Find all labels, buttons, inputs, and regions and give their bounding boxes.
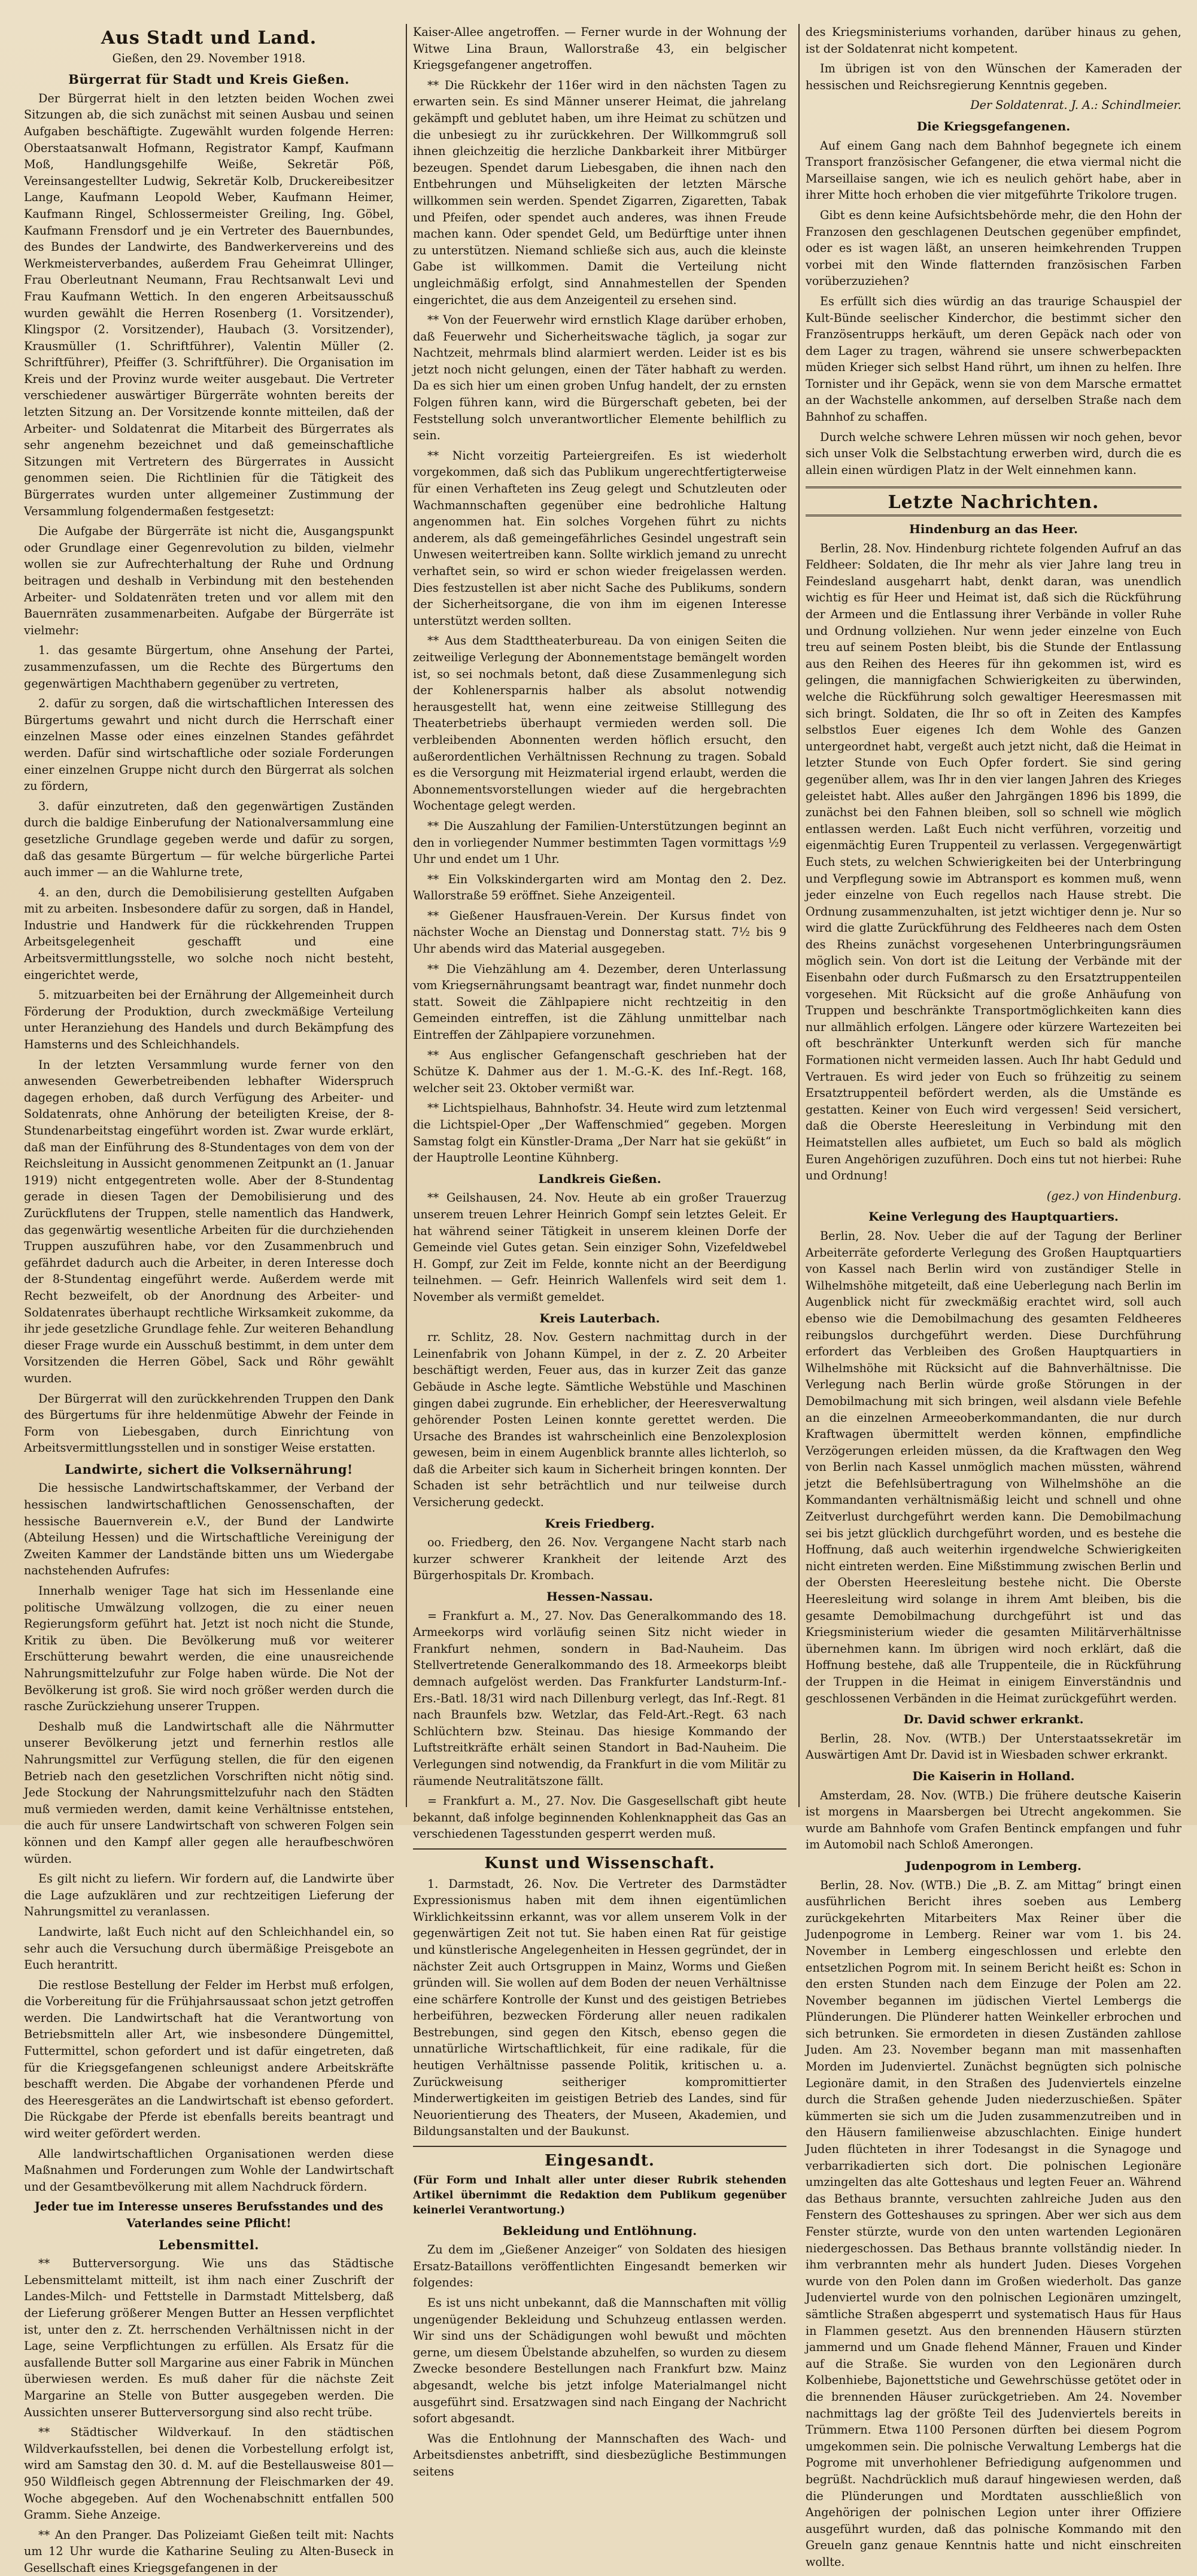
article-paragraph: Was die Entlohnung der Mannschaften des Wach- und Arbeitsdienstes anbetrifft, sind diesbezügliche Bestimmungen seitens xyxy=(413,2431,786,2478)
headline-friedberg: Kreis Friedberg. xyxy=(545,1516,655,1531)
headline-hauptquartier: Keine Verlegung des Hauptquartiers. xyxy=(868,1209,1119,1224)
article-paragraph: ** Die Viehzählung am 4. Dezember, deren Unterlassung vom Kriegsernährungsamt beantragt war, findet nunmehr doch statt. Soweit die Zählpapiere nicht rechtzeitig in den Gemeinden eintreffen, ist die Zählung unmittelbar nach Eintreffen der Zählpapiere vorzunehmen. xyxy=(413,962,786,1042)
article-paragraph: rr. Schlitz, 28. Nov. Gestern nachmittag durch in der Leinenfabrik von Johann Kümpel, in der z. Z. 20 Arbeiter beschäftigt werden, Feuer aus, das in kurzer Zeit das ganze Gebäude in Asche legte. Sämtliche Webstühle und Maschinen gingen dabei zugrunde. Ein erheblicher, der Heeresverwaltung gehörender Posten Leinen konnte gerettet werden. Die Ursache des Brandes ist wahrscheinlich eine Benzolexplosion gewesen, beim in einem Augenblick brannte alles lichterloh, so daß die Arbeiter sich kaum in Sicherheit bringen konnten. Der Schaden ist sehr beträchtlich und nur teilweise durch Versicherung gedeckt. xyxy=(413,1330,786,1510)
article-paragraph: ** Butterversorgung. Wie uns das Städtische Lebensmittelamt mitteilt, ist ihm nach einer Zuschrift der Landes-Milch- und Fettstelle in Darmstadt Mittelsberg, daß der Lieferung größerer Mengen Butter an Hessen verpflichtet ist, unter den z. Zt. herrschenden Verhältnissen nicht in der Lage, seine Verpflichtungen zu erfüllen. Als Ersatz für die ausfallende Butter soll Margarine aus einer Fabrik in München überwiesen werden. Es muß daher für die nächste Zeit Margarine an Stelle von Butter ausgegeben werden. Die Aussichten unserer Butterversorgung sind also recht trübe. xyxy=(24,2256,394,2419)
signature: (gez.) von Hindenburg. xyxy=(1046,1188,1181,1203)
article-paragraph: Es gilt nicht zu liefern. Wir fordern auf, die Landwirte über die Lage aufzuklären und zur rechtzeitigen Lieferung der Nahrungsmittel zu veranlassen. xyxy=(24,1872,394,1919)
headline-david: Dr. David schwer erkrankt. xyxy=(903,1712,1084,1727)
article-paragraph: Der Bürgerrat hielt in den letzten beiden Wochen zwei Sitzungen ab, die sich zunächst mit seinen Ausbau und seinen Aufgaben beschäftigte. Zugewählt wurden folgende Herren: Oberstaatsanwalt Hofmann, Registrator Kampf, Kaufmann Moß, Handlungsgehilfe Weiße, Sekretär Pöß, Vereinsangestellter Ludwig, Sekretär Kolb, Druckereibesitzer Lange, Kaufmann Leopold Weber, Kaufmann Heimer, Kaufmann Ringel, Schlossermeister Greiling, Ing. Göbel, Kaufmann Frensdorf und je ein Vertreter des Bauernbundes, des Bundes der Landwirte, des Bandwerkervereins und des Werkmeisterverbandes, außerdem Frau Geheimrat Ullinger, Frau Oberleutnant Neumann, Frau Rechtsanwalt Levi und Frau Kaufmann Wettich. In den engeren Arbeitsausschuß wurden gewählt die Herren Rosenberg (1. Vorsitzender), Klingspor (2. Vorsitzender), Haubach (3. Vorsitzender), Krausmüller (1. Schriftführer), Valentin Müller (2. Schriftführer), Pfeiffer (3. Schriftführer). Die Organisation im Kreis und der Provinz wurde weiter ausgebaut. Die Vertreter verschiedener auswärtiger Bürgerräte wohnten bereits der letzten Sitzung an. Der Vorsitzende konnte mitteilen, daß der Arbeiter- und Soldatenrat die Mitarbeit des Bürgerrates als sehr angenehm bezeichnet und daß gemeinschaftliche Sitzungen mit Vertretern des Bürgerrates in Aussicht genommen seien. Die Richtlinien für die Tätigkeit des Bürgerrates wurden unter allgemeiner Zustimmung der Versammlung folgendermaßen festgesetzt: xyxy=(24,91,394,518)
column-2 xyxy=(406,24,792,2478)
article-paragraph: 5. mitzuarbeiten bei der Ernährung der Allgemeinheit durch Förderung der Produktion, durch zweckmäßige Verteilung unter Heranziehung des Handels und durch Bekämpfung des Hamsterns und des Schleichhandels. xyxy=(24,988,394,1052)
headline-kunst: Kunst und Wissenschaft. xyxy=(484,1854,715,1872)
headline-letzte-nachrichten: Letzte Nachrichten. xyxy=(888,492,1099,513)
article-paragraph: Auf einem Gang nach dem Bahnhof begegnete ich einem Transport französischer Gefangener, die etwa viermal nicht die Marseillaise sangen, wie ich es neulich gehört habe, aber in ihrer Mitte hoch erhoben die vier mitgeführte Trikolore trugen. xyxy=(806,138,1181,202)
article-paragraph: In der letzten Versammlung wurde ferner von den anwesenden Gewerbetreibenden lebhafter Widerspruch dagegen erhoben, daß durch Verfügung des Arbeiter- und Soldatenrats, ohne Anhörung der beteiligten Kreise, der 8-Stundenarbeitstag eingeführt worden ist. Zwar wurde erklärt, daß man der Einführung des 8-Stundentages von dem von der Reichsleitung in Aussicht genommenen Zeitpunkt an (1. Januar 1919) nicht entgegentreten wolle. Aber der 8-Stundentag gerade in diesen Tagen der Demobilisierung und des Zurückflutens der Truppen, stelle namentlich das Handwerk, das gegenwärtig wesentliche Arbeiten für die durchziehenden Truppen auszuführen habe, vor den Zusammenbruch und gefährdet dadurch auch die Arbeiter, in deren Interesse doch der 8-Stundentag eingeführt werde. Außerdem werde mit Recht bezweifelt, ob der Anordnung des Arbeiter- und Soldatenrates überhaupt rechtliche Wirksamkeit zukomme, da ihr jede gesetzliche Grundlage fehle. Zur weiteren Behandlung dieser Frage wurde ein Ausschuß bestimmt, in dem unter dem Vorsitzenden die Herren Göbel, Sack und Röhr gewählt wurden. xyxy=(24,1057,394,1385)
headline-hessen-nassau: Hessen-Nassau. xyxy=(546,1589,653,1604)
article-paragraph: ** Nicht vorzeitig Parteiergreifen. Es ist wiederholt vorgekommen, daß sich das Publikum ungerechtfertigterweise für einen Verhafteten ins Zeug gelegt und Schutzleuten oder Wachmannschaften gegenüber eine bedrohliche Haltung angenommen hat. Ein solches Vorgehen führt zu nichts anderem, als daß gemeingefährliches Gesindel ungestraft sein Unwesen weitertreiben kann. Sollte wirklich jemand zu unrecht verhaftet sein, so wird er schon wieder freigelassen werden. Dies festzustellen ist aber nicht Sache des Publikums, sondern der Sicherheitsorgane, die von ihm im eigenen Interesse unterstützt werden sollten. xyxy=(413,448,786,628)
column-3 xyxy=(798,24,1187,2569)
article-paragraph: ** Gießener Hausfrauen-Verein. Der Kursus findet von nächster Woche an Dienstag und Donnerstag statt. 7½ bis 9 Uhr abends wird das Material ausgegeben. xyxy=(413,908,786,956)
article-paragraph: ** Die Auszahlung der Familien-Unterstützungen beginnt an den in vorliegender Nummer bestimmten Tagen vormittags ½9 Uhr und endet um 1 Uhr. xyxy=(413,819,786,866)
article-paragraph: ** Lichtspielhaus, Bahnhofstr. 34. Heute wird zum letztenmal die Lichtspiel-Oper „Der Waffenschmied“ gegeben. Morgen Samstag folgt ein Künstler-Drama „Der Narr hat sie geküßt“ in der Hauptrolle Leontine Kühnberg. xyxy=(413,1101,786,1165)
headline-lauterbach: Kreis Lauterbach. xyxy=(539,1310,660,1325)
article-paragraph: 4. an den, durch die Demobilisierung gestellten Aufgaben mit zu arbeiten. Insbesondere dafür zu sorgen, daß in Handel, Industrie und Handwerk für die rückkehrenden Truppen Arbeitsgelegenheit geschafft und eine Arbeitsvermittlungsstelle, wo solche noch nicht besteht, eingerichtet werde, xyxy=(24,885,394,982)
article-paragraph: Berlin, 28. Nov. Ueber die auf der Tagung der Berliner Arbeiterräte geforderte Verlegung des Großen Hauptquartiers von Kassel nach Berlin wird von zuständiger Stelle in Wilhelmshöhe mitgeteilt, daß eine Ueberlegung nach Berlin im Augenblick nicht für zweckmäßig erachtet wird, soll auch ebenso wie die Demobilmachung des gesamten Feldheeres reibungslos durchgeführt werden. Diese Durchführung erfordert das Verbleiben des Großen Hauptquartiers in Wilhelmshöhe mit Rücksicht auf die Bahnverhältnisse. Die Verlegung nach Berlin würde große Störungen in der Demobilmachung mit sich bringen, weil alsdann viele Befehle an die einzelnen Armeeoberkommandanten, die nur durch Kraftwagen übermittelt werden können, empfindliche Verzögerungen erleiden müssen, da die Kraftwagen den Weg von Berlin nach Kassel unmöglich machen müssten, während jetzt die Befehlsübertragung von Wilhelmshöhe an die Kommandanten verhältnismäßig leicht und schnell und ohne Zeitverlust durchgeführt werden kann. Die Demobilmachung sei bis jetzt glücklich durchgeführt worden, und es bestehe die Hoffnung, daß auch weiterhin irgendwelche Schwierigkeiten nicht eintreten werden. Eine Mißstimmung zwischen Berlin und der Obersten Heeresleitung bestehe nicht. Die Oberste Heeresleitung wird solange in ihrem Amt bleiben, bis die gesamte Demobilmachung durchgeführt ist und das Kriegsministerium wieder die gesamten Militärverhältnisse übernehmen kann. Im übrigen wird noch erklärt, daß die Hoffnung bestehe, daß alle Truppenteile, die in Rückführung der Truppen in die Heimat in einigem Einverständnis und geschlossenen Verbänden in die Heimat zurückgeführt werden. xyxy=(806,1228,1181,1705)
article-paragraph: Im übrigen ist von den Wünschen der Kameraden der hessischen und Reichsregierung Kenntnis gegeben. xyxy=(806,62,1181,92)
latest-news-box xyxy=(806,486,1181,516)
article-paragraph: = Frankfurt a. M., 27. Nov. Das Generalkommando des 18. Armeekorps wird vorläufig seinen Sitz nicht wieder in Frankfurt nehmen, sondern in Bad-Nauheim. Das Stellvertretende Generalkommando des 18. Armeekorps bleibt demnach aufgelöst werden. Das Frankfurter Landsturm-Inf.-Ers.-Batl. 18/31 wird nach Dillenburg verlegt, das Inf.-Regt. 81 nach Braunfels bzw. Wetzlar, das Feld-Art.-Regt. 63 nach Schlüchtern bzw. Steinau. Das hiesige Kommando der Luftstreitkräfte erhält seinen Standort in Bad-Nauheim. Die Verlegungen sind notwendig, da Frankfurt in die vom Militär zu räumende Neutralitätszone fällt. xyxy=(413,1608,786,1788)
article-paragraph: 1. Darmstadt, 26. Nov. Die Vertreter des Darmstädter Expressionismus haben mit dem ihnen eigentümlichen Wirklichkeitssinn erkannt, was vor allem unserem Volk in der gegenwärtigen Zeit not tut. Sie haben einen Rat für geistige und künstlerische Angelegenheiten in Hessen gegründet, der in nächster Zeit auch Ortsgruppen in Mainz, Worms und Gießen gründen will. Sie wollen auf dem Boden der neuen Verhältnisse eine schärfere Kontrolle der Kunst und des geistigen Betriebes herbeiführen, bezwecken Förderung aller neuen radikalen Bestrebungen, sind gegen den Kitsch, ebenso gegen die unnatürliche Wirtschaftlichkeit, für eine radikale, für die heutigen Verhältnisse passende Politik, kritischen u. a. Zurückweisung seitheriger kompromittierter Minderwertigkeiten im geistigen Betrieb des Landes, sind für Neuorientierung des Theaters, der Museen, Akademien, und Bildungsanstalten und der Baukunst. xyxy=(413,1877,786,2139)
article-paragraph: Die Aufgabe der Bürgerräte ist nicht die, Ausgangspunkt oder Grundlage einer Gegenrevolution zu bilden, vielmehr wollen sie zur Aufrechterhaltung der Ruhe und Ordnung beitragen und deshalb in Verbindung mit den bestehenden Arbeiter- und Soldatenräten treten und vor allem mit den Bauernräten zusammenarbeiten. Aufgabe der Bürgerräte ist vielmehr: xyxy=(24,524,394,637)
article-paragraph: Berlin, 28. Nov. (WTB.) Die „B. Z. am Mittag“ bringt einen ausführlichen Bericht ihres soeben aus Lemberg zurückgekehrten Mitarbeiters Max Reiner über die Judenpogrome in Lemberg. Reiner war vom 1. bis 24. November in Lemberg eingeschlossen und erlebte den entsetzlichen Pogrom mit. In seinem Bericht heißt es: Schon in den ersten Stunden nach dem Einzuge der Polen am 22. November begannen im jüdischen Viertel Lembergs die Plünderungen. Die Plünderer hatten Weinkeller erbrochen und sich betrunken. Sie ermordeten in diesen Zuständen zahllose Juden. Am 23. November begann man mit massenhaften Morden im Judenviertel. Zunächst begnügten sich polnische Legionäre damit, in den Straßen des Judenviertels einzelne durch die Straßen gehende Juden niederzuschießen. Später kümmerten sie sich um die Juden zusammenzutreiben und in den Häusern familienweise abzuschlachten. Einige hundert Juden flüchteten in ihrer Todesangst in die Synagoge und verbarrikadierten sich dort. Die polnischen Legionäre umzingelten das alte Gotteshaus und legten Feuer an. Während das Bethaus brannte, versuchten zahlreiche Juden aus den Fenstern des Gotteshauses zu springen. Aber wer sich aus dem Fenster stürzte, wurde von den unten wartenden Legionären niedergeschossen. Das Bethaus brannte vollständig nieder. In ihm verbrannten mehr als hundert Juden. Dieses Vorgehen wurde von den Polen dann im Großen wiederholt. Das ganze Judenviertel wurde von den polnischen Legionären umzingelt, sämtliche Straßen abgesperrt und systematisch Haus für Haus in Flammen gesetzt. Aus den brennenden Häusern stürzten jammernd und um Gnade flehend Männer, Frauen und Kinder auf die Straße. Sie wurden von den Legionären durch Kolbenhiebe, Bajonettstiche und Gewehrschüsse getötet oder in die brennenden Häuser zurückgetrieben. Am 24. November nachmittags lag der größte Teil des Judenviertels bereits in Trümmern. Etwa 1100 Personen dürften bei diesem Pogrom umgekommen sein. Die polnische Verwaltung Lembergs hat die Pogrome mit unverhohlener Befriedigung aufgenommen und begrüßt. Nachdrücklich muß darauf hingewiesen werden, daß die Plünderungen und Mordtaten ausschließlich von Angehörigen der polnischen Legion unter ihrer Offiziere ausgeführt wurden, daß das polnische Kommando mit den Greueln ganz genaue Kenntnis hatte und nicht einschreiten wollte. xyxy=(806,1878,1181,2569)
article-paragraph: Gibt es denn keine Aufsichtsbehörde mehr, die den Hohn der Franzosen den geschlagenen Deutschen gegenüber empfindet, oder es ist wagen läßt, an unseren heimkehrenden Truppen vorbei mit den Winde flatternden französischen Farben vorüberzuziehen? xyxy=(806,208,1181,288)
article-paragraph: Es ist uns nicht unbekannt, daß die Mannschaften mit völlig ungenügender Bekleidung und Schuhzeug entlassen werden. Wir sind uns der Schädigungen wohl bewußt und möchten gerne, um diesem Übelstande abzuhelfen, so wurden zu diesem Zwecke besondere Bestellungen nach Frankfurt bzw. Mainz abgesandt, welche bis jetzt infolge Materialmangel nicht ausgeführt sind. Ersatzwagen sind nach Eingang der Nachricht sofort abgesandt. xyxy=(413,2296,786,2426)
article-paragraph: ** Die Rückkehr der 116er wird in den nächsten Tagen zu erwarten sein. Es sind Männer unserer Heimat, die jahrelang gekämpft und geblutet haben, um ihre Heimat zu schützen und die unbesiegt zu ihr zurückkehren. Der Willkommgruß soll ihnen gleichzeitig die herzliche Dankbarkeit ihrer Mitbürger bezeugen. Spendet darum Liebesgaben, die ihnen nach den Entbehrungen und Mühseligkeiten der letzten Märsche willkommen sein werden. Spendet Zigarren, Zigaretten, Tabak und Pfeifen, oder spendet auch anderes, was ihnen Freude machen kann. Oder spendet Geld, um Bedürftige unter ihnen zu unterstützen. Niemand schließe sich aus, auch die kleinste Gabe ist willkommen. Damit die Verteilung nicht ungleichmäßig erfolgt, sind Annahmestellen der Spenden eingerichtet, die aus dem Anzeigenteil zu ersehen sind. xyxy=(413,78,786,307)
headline-kaiserin: Die Kaiserin in Holland. xyxy=(912,1768,1075,1783)
article-paragraph: Landwirte, laßt Euch nicht auf den Schleichhandel ein, so sehr auch die Versuchung durch übermäßige Preisgebote an Euch herantritt. xyxy=(24,1924,394,1972)
headline-landwirte: Landwirte, sichert die Volksernährung! xyxy=(65,1461,353,1477)
section-title: Aus Stadt und Land. xyxy=(101,28,317,48)
signature: Der Soldatenrat. J. A.: Schindlmeier. xyxy=(970,98,1181,112)
disclaimer: (Für Form und Inhalt aller unter dieser Rubrik stehenden Artikel übernimmt die Redaktion dem Publikum gegenüber keinerlei Verantwortung.) xyxy=(413,2174,786,2216)
article-paragraph: Kaiser-Allee angetroffen. — Ferner wurde in der Wohnung der Witwe Lina Braun, Wallorstraße 43, ein belgischer Kriegsgefangener angetroffen. xyxy=(413,25,786,72)
article-paragraph: Berlin, 28. Nov. Hindenburg richtete folgenden Aufruf an das Feldheer: Soldaten, die Ihr mehr als vier Jahre lang treu in Feindesland ausgeharrt habt, denkt daran, was unendlich wichtig es für Heer und Heimat ist, daß sich die Rückführung der Armeen und die Entlassung ihrer Verbände in voller Ruhe und Ordnung vollziehen. Nur wenn jeder einzelne von Euch treu auf seinem Posten bleibt, bis die Stunde der Entlassung aus den Reihen des Heeres für ihn gekommen ist, wird es gelingen, die mannigfachen Schwierigkeiten zu überwinden, welche die Rückführung solch gewaltiger Heeresmassen mit sich bringt. Soldaten, die Ihr so oft in Zeiten des Kampfes selbstlos Euer eigenes Ich dem Wohle des Ganzen untergeordnet habt, vergeßt auch jetzt nicht, daß die Heimat in letzter Stunde von Euch Opfer fordert. Sie sind gering gegenüber allem, was Ihr in den vier langen Jahren des Krieges geleistet habt. Alles außer den Jahrgängen 1896 bis 1899, die zunächst bei den Fahnen bleiben, soll so schnell wie möglich entlassen werden. Laßt Euch nicht verführen, vorzeitig und eigenmächtig Euren Truppenteil zu verlassen. Vergegenwärtigt Euch stets, zu welchen Schwierigkeiten bei der Unterbringung und Verpflegung sowie im Abtransport es kommen muß, wenn jeder einzelne von Euch regellos nach Hause strebt. Die Ordnung zusammenzuhalten, ist jetzt wichtiger denn je. Nur so wird die glatte Zurückführung des Feldheeres nach dem Osten des Rheins zunächst vorgesehenen Unterbringungsräumen möglich sein. Von dort ist die Leitung der Verbände mit der Eisenbahn oder durch Fußmarsch zu den Ersatztruppenteilen vorgesehen. Mit Rücksicht auf die große Anhäufung von Truppen und beschränkte Transportmöglichkeiten kann dies nur allmählich erfolgen. Längere oder kürzere Wartezeiten bei oft beschränkter Unterkunft werden sich für manche Formationen nicht vermeiden lassen. Auch Ihr habt Geduld und Vertrauen. Es wird jeder von Euch so frühzeitig zu seinem Ersatztruppenteil befördert werden, als die Umstände es gestatten. Keiner von Euch wird vergessen! Seid versichert, daß die Oberste Heeresleitung in Verbindung mit den Heimatstellen alles aufbietet, um Euch so bald als möglich Euren Angehörigen zuzuführen. Doch eins tut not hierbei: Ruhe und Ordnung! xyxy=(806,541,1181,1183)
headline-hindenburg: Hindenburg an das Heer. xyxy=(909,522,1078,537)
article-paragraph: 2. dafür zu sorgen, daß die wirtschaftlichen Interessen des Bürgertums gewahrt und nicht durch die Herrschaft einer einzelnen Masse oder eines einzelnen Standes gefährdet werden. Dafür sind wirtschaftliche oder soziale Forderungen einer einzelnen Gruppe nicht durch den Bürgerrat als solchen zu fördern, xyxy=(24,697,394,793)
article-paragraph: Deshalb muß die Landwirtschaft alle die Nährmutter unserer Bevölkerung jetzt und fernerhin restlos alle Nahrungsmittel zur Verfügung stellen, die für den eigenen Betrieb nach den gesetzlichen Vorschriften nicht nötig sind. Jede Stockung der Nahrungsmittelzufuhr nach den Städten muß vermieden werden, damit keine Verhältnisse entstehen, die auch für unsere Landwirtschaft von schweren Folgen sein können und den Kampf aller gegen alle heraufbeschwören würden. xyxy=(24,1719,394,1866)
column-1 xyxy=(18,24,400,2575)
article-paragraph: Alle landwirtschaftlichen Organisationen werden diese Maßnahmen und Forderungen zum Wohle der Landwirtschaft und der Gesamtbevölkerung mit allem Nachdruck fördern. xyxy=(24,2146,394,2194)
article-paragraph: oo. Friedberg, den 26. Nov. Vergangene Nacht starb nach kurzer schwerer Krankheit der leitende Arzt des Bürgerhospitals Dr. Krombach. xyxy=(413,1535,786,1583)
article-paragraph: 3. dafür einzutreten, daß den gegenwärtigen Zuständen durch die baldige Einberufung der Nationalversammlung eine gesetzliche Grundlage gegeben werde und dafür zu sorgen, daß das gesamte Bürgertum — für welche bürgerliche Partei auch immer — an die Wahlurne trete, xyxy=(24,799,394,880)
article-paragraph: 1. das gesamte Bürgertum, ohne Ansehung der Partei, zusammenzufassen, um die Rechte des Bürgertums den gegenwärtigen Machthabern gegenüber zu vertreten, xyxy=(24,643,394,691)
article-paragraph: ** Von der Feuerwehr wird ernstlich Klage darüber erhoben, daß Feuerwehr und Sicherheitswache täglich, ja sogar zur Nachtzeit, mehrmals blind alarmiert werden. Leider ist es bis jetzt noch nicht gelungen, einen der Täter habhaft zu werden. Da es sich hier um einen groben Unfug handelt, der zu ernsten Folgen führen kann, wird die Bürgerschaft gebeten, bei der Feststellung solch unverantwortlicher Elemente behilflich zu sein. xyxy=(413,313,786,443)
headline-eingesandt: Eingesandt. xyxy=(545,2152,655,2170)
article-paragraph: Durch welche schwere Lehren müssen wir noch gehen, bevor sich unser Volk die Selbstachtung erwerben wird, durch die es allein einen würdigen Platz in der Welt einnehmen kann. xyxy=(806,430,1181,477)
article-paragraph: Es erfüllt sich dies würdig an das traurige Schauspiel der Kult-Bünde seelischer Kinderchor, die bestimmt sicher den Französentrupps herkäuft, um deren Gepäck nach oder von dem Lager zu tragen, während sie unsere schwerbepackten müden Krieger sich selbst Hand rührt, um ihnen zu helfen. Ihre Tornister und ihr Gepäck, wenn sie von dem Marsche ermattet an der Wachstelle ankommen, auf derselben Straße nach dem Bahnhof zu schaffen. xyxy=(806,294,1181,424)
article-paragraph: ** Ein Volkskindergarten wird am Montag den 2. Dez. Wallorstraße 59 eröffnet. Siehe Anzeigenteil. xyxy=(413,872,786,903)
article-paragraph: = Frankfurt a. M., 27. Nov. Die Gasgesellschaft gibt heute bekannt, daß infolge beginnenden Kohlenknappheit das Gas an verschiedenen Tagesstunden gesperrt werden muß. xyxy=(413,1794,786,1841)
appeal-line: Jeder tue im Interesse unseres Berufsstandes und des Vaterlandes seine Pflicht! xyxy=(34,2200,384,2230)
headline-judenpogrom: Judenpogrom in Lemberg. xyxy=(906,1858,1081,1873)
article-paragraph: Innerhalb weniger Tage hat sich im Hessenlande eine politische Umwälzung vollzogen, die zu einer neuen Regierungsform geführt hat. Jetzt ist noch nicht die Stunde, Kritik zu üben. Die Bevölkerung muß vor weiterer Erschütterung bewahrt werden, die eine unausreichende Nahrungsmittelzufuhr zur Folge haben würde. Die Not der Bevölkerung ist groß. Sie wird noch größer werden durch die rasche Zurückziehung unserer Truppen. xyxy=(24,1584,394,1714)
divider xyxy=(413,2146,786,2147)
headline-lebensmittel: Lebensmittel. xyxy=(158,2237,259,2252)
article-paragraph: ** Geilshausen, 24. Nov. Heute ab ein großer Trauerzug unserem treuen Lehrer Heinrich Gompf sein letztes Geleit. Er hat während seiner Tätigkeit in unserem kleinen Dorfe der Gemeinde viel Gutes getan. Sein einziger Sohn, Vizefeldwebel H. Gompf, zur Zeit im Felde, konnte nicht an der Beerdigung teilnehmen. — Gefr. Heinrich Wallenfels wird seit dem 1. November als vermißt gemeldet. xyxy=(413,1191,786,1304)
dateline: Gießen, den 29. November 1918. xyxy=(112,51,306,65)
article-paragraph: ** Aus englischer Gefangenschaft geschrieben hat der Schütze K. Dahmer aus der 1. M.-G.-K. des Inf.-Regt. 168, welcher seit 23. Oktober vermißt war. xyxy=(413,1048,786,1095)
divider xyxy=(413,1848,786,1850)
article-paragraph: Der Bürgerrat will den zurückkehrenden Truppen den Dank des Bürgertums für ihre heldenmütige Abwehr der Feinde in Form von Liebesgaben, durch Einrichtung von Arbeitsvermittlungsstellen und in sonstiger Weise erstatten. xyxy=(24,1391,394,1455)
headline-landkreis: Landkreis Gießen. xyxy=(538,1171,661,1186)
article-paragraph: Amsterdam, 28. Nov. (WTB.) Die frühere deutsche Kaiserin ist morgens in Maarsbergen bei Utrecht angekommen. Sie wurde am Bahnhofe vom Grafen Bentinck empfangen und fuhr im Automobil nach Schloß Amerongen. xyxy=(806,1788,1181,1852)
article-paragraph: Berlin, 28. Nov. (WTB.) Der Unterstaatssekretär im Auswärtigen Amt Dr. David ist in Wiesbaden schwer erkrankt. xyxy=(806,1731,1181,1762)
article-paragraph: ** Aus dem Stadttheaterbureau. Da von einigen Seiten die zeitweilige Verlegung der Abonnementstage bemängelt worden ist, so sei nochmals betont, daß diese Zusammenlegung sich der Kohlenersparnis halber als absolut notwendig herausgestellt hat, wenn eine zeitweise Stilllegung des Theaterbetriebs überhaupt vermieden werden soll. Die verbleibenden Abonnenten werden höflich ersucht, den außerordentlichen Verhältnissen Rechnung zu tragen. Sobald es die Versorgung mit Heizmaterial irgend erlaubt, werden die Abonnementsvorstellungen wieder auf die hergebrachten Wochentage gelegt werden. xyxy=(413,634,786,813)
headline-kriegsgefangene: Die Kriegsgefangenen. xyxy=(916,118,1071,133)
article-paragraph: ** Städtischer Wildverkauf. In den städtischen Wildverkaufsstellen, bei denen die Vorbestellung erfolgt ist, wird am Samstag den 30. d. M. auf die Bestellausweise 801—950 Wildfleisch gegen Abtrennung der Fleischmarken der 49. Woche abgegeben. Auf den Wochenabschnitt entfallen 500 Gramm. Siehe Anzeige. xyxy=(24,2425,394,2522)
article-paragraph: Die restlose Bestellung der Felder im Herbst muß erfolgen, die Vorbereitung für die Frühjahrsaussaat schon jetzt getroffen werden. Die Landwirtschaft hat die Verantwortung von Betriebsmitteln aller Art, wie insbesondere Düngemittel, Futtermittel, schon gefordert und ist dafür eingetreten, daß für die Kriegsgefangenen schleunigst andere Arbeitskräfte beschafft werden. Die Abgabe der vorhandenen Pferde und des Heeresgerätes an die Landwirtschaft ist ebenso gefordert. Die Rückgabe der Pferde ist ebenfalls bereits beantragt und wird weiter gefördert werden. xyxy=(24,1978,394,2141)
article-paragraph: ** An den Pranger. Das Polizeiamt Gießen teilt mit: Nachts um 12 Uhr wurde die Katharine Seuling zu Alten-Buseck in Gesellschaft eines Kriegsgefangenen in der xyxy=(24,2528,394,2575)
headline-buergerrat: Bürgerrat für Stadt und Kreis Gießen. xyxy=(68,72,350,87)
article-paragraph: Zu dem im „Gießener Anzeiger“ von Soldaten des hiesigen Ersatz-Bataillons veröffentlichten Eingesandt bemerken wir folgendes: xyxy=(413,2243,786,2290)
headline-bekleidung: Bekleidung und Entlöhnung. xyxy=(502,2223,697,2238)
article-paragraph: des Kriegsministeriums vorhanden, darüber hinaus zu gehen, ist der Soldatenrat nicht kompetent. xyxy=(806,25,1181,56)
article-paragraph: Die hessische Landwirtschaftskammer, der Verband der hessischen landwirtschaftlichen Genossenschaften, der hessische Bauernverein e.V., der Bund der Landwirte (Abteilung Hessen) und die Wirtschaftliche Vereinigung der Zweiten Kammer der Landstände bitten uns um Wiedergabe nachstehenden Aufrufes: xyxy=(24,1481,394,1578)
